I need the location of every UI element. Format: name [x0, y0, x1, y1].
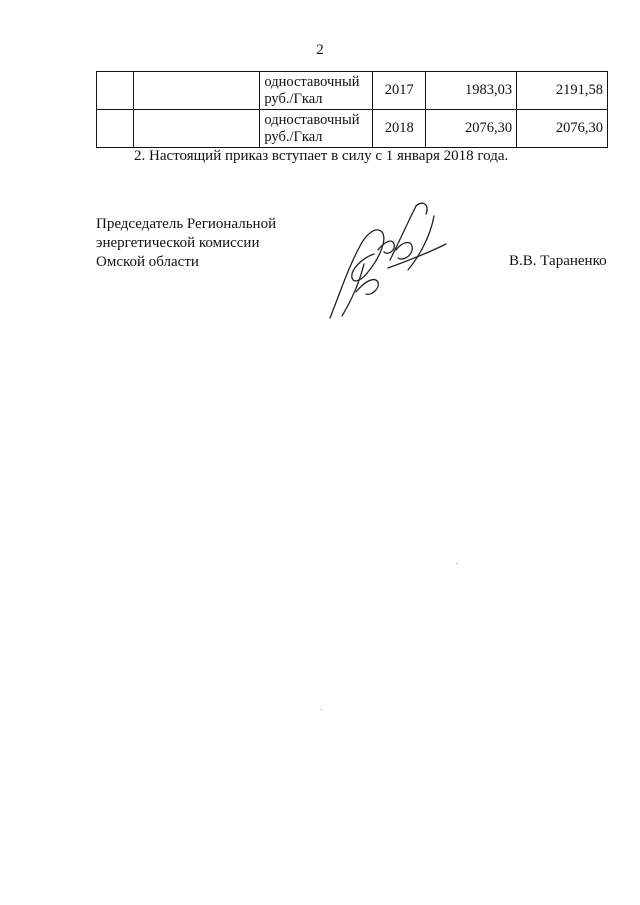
signer-name: В.В. Тараненко: [509, 253, 607, 269]
table-cell-value-second-half: 2076,30: [517, 110, 608, 148]
table-cell-number: [97, 72, 134, 110]
clause-effective-date: 2. Настоящий приказ вступает в силу с 1 января 2018 года.: [134, 148, 509, 164]
signer-position-line: Председатель Региональной: [96, 216, 277, 232]
page-number: 2: [316, 42, 324, 58]
table-cell-tariff-type: [260, 72, 373, 110]
table-cell-tariff-type: [260, 110, 373, 148]
tariff-type-label: одноставочный: [264, 73, 360, 90]
tariff-type-label: одноставочный: [264, 111, 360, 128]
scan-speck: [320, 709, 322, 710]
signer-position-line: энергетической комиссии: [96, 235, 260, 251]
table-cell-name: [133, 110, 260, 148]
signer-position-line: Омской области: [96, 254, 199, 270]
table-cell-name: [133, 72, 260, 110]
table-cell-value-first-half: 1983,03: [426, 72, 517, 110]
tariff-unit-label: руб./Гкал: [264, 128, 323, 145]
tariff-unit-label: руб./Гкал: [264, 90, 323, 107]
table-row: [97, 110, 608, 148]
tariff-table: [96, 71, 608, 148]
table-row: [97, 72, 608, 110]
table-cell-value-first-half: 2076,30: [426, 110, 517, 148]
table-cell-number: [97, 110, 134, 148]
table-cell-year: 2018: [373, 110, 426, 148]
table-cell-value-second-half: 2191,58: [517, 72, 608, 110]
handwritten-signature-icon: [318, 198, 448, 323]
signer-position: [96, 215, 276, 272]
scan-speck: [456, 563, 458, 564]
table-cell-year: 2017: [373, 72, 426, 110]
